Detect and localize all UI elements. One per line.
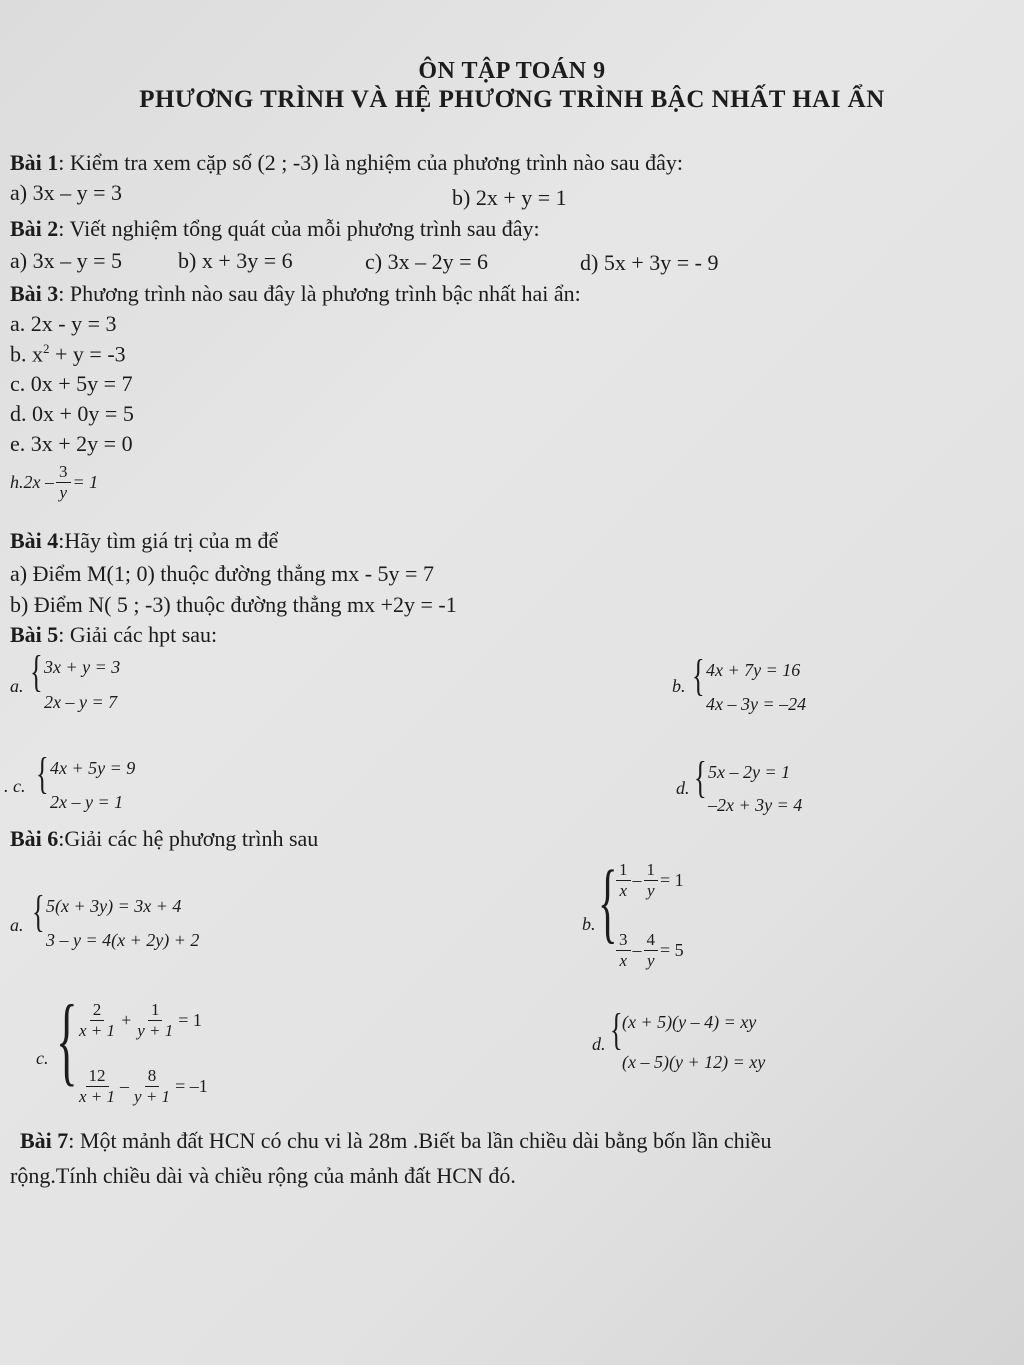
denominator: x + 1: [79, 1087, 116, 1106]
bai5-b-label: b.: [672, 676, 686, 696]
bai6-d-brace: {: [610, 1005, 623, 1054]
bai3-option-c: c. 0x + 5y = 7: [10, 371, 133, 396]
rhs: = 1: [178, 1010, 202, 1030]
bai2-heading: [10, 216, 540, 242]
bai5-heading: [10, 622, 217, 648]
bai5-text: : Giải các hpt sau:: [58, 622, 218, 647]
bai7-label: Bài 7: [20, 1128, 69, 1153]
denominator: y + 1: [134, 1087, 171, 1106]
rhs: = 5: [660, 940, 684, 960]
bai6-a-eq2: 3 – y = 4(x + 2y) + 2: [46, 930, 200, 950]
fraction: [134, 1000, 176, 1041]
bai4-text: :Hãy tìm giá trị của m để: [58, 528, 279, 553]
bai4-option-b: b) Điểm N( 5 ; -3) thuộc đường thẳng mx +2y = -1: [10, 592, 457, 617]
numerator: 2: [90, 1000, 105, 1021]
denominator: y + 1: [137, 1021, 174, 1040]
denominator: x: [619, 881, 628, 900]
bai5-b-eq1: 4x + 7y = 16: [706, 660, 801, 680]
bai6-c-eq1: [74, 1000, 202, 1041]
bai3-option-d: d. 0x + 0y = 5: [10, 401, 134, 426]
denominator: x + 1: [79, 1021, 116, 1040]
numerator: 4: [644, 930, 659, 951]
plus-sign: +: [120, 1010, 133, 1030]
bai3-option-e: e. 3x + 2y = 0: [10, 431, 133, 456]
bai6-b-eq2: [614, 930, 684, 971]
numerator: 8: [145, 1066, 160, 1087]
fraction: [76, 1000, 118, 1041]
bai6-label: Bài 6: [10, 826, 59, 851]
bai3-option-h: [10, 462, 98, 503]
numerator: 1: [148, 1000, 163, 1021]
bai5-c-brace: {: [36, 749, 49, 798]
bai3-heading: [10, 281, 581, 307]
numerator: 3: [616, 930, 631, 951]
bai2-option-d: d) 5x + 3y = - 9: [580, 250, 719, 275]
page-title: ÔN TẬP TOÁN 9: [418, 58, 606, 84]
fraction: [644, 860, 659, 901]
fraction: [616, 860, 631, 901]
bai2-option-c: c) 3x – 2y = 6: [365, 249, 488, 274]
denominator: y: [646, 881, 655, 900]
denominator: x: [619, 951, 628, 970]
bai1-label: Bài 1: [10, 150, 59, 175]
bai3-option-b: [10, 341, 126, 367]
rhs: = –1: [175, 1076, 208, 1096]
bai5-a-label: a.: [10, 676, 24, 696]
bai7-line2: rộng.Tính chiều dài và chiều rộng của mảnh đất HCN đó.: [10, 1163, 516, 1188]
bai3-h-denominator: y: [59, 483, 68, 502]
bai5-a-eq2: 2x – y = 7: [44, 692, 118, 712]
fraction: [131, 1066, 173, 1107]
bai4-heading: [10, 528, 278, 554]
bai7-text1: : Một mảnh đất HCN có chu vi là 28m .Biết ba lần chiều dài bằng bốn lần chiều: [68, 1128, 772, 1153]
bai6-c-label: c.: [36, 1048, 49, 1068]
bai3-h-fraction: [56, 462, 71, 503]
bai3-option-a: a. 2x - y = 3: [10, 311, 117, 336]
bai5-d-label: d.: [676, 778, 690, 798]
bai6-b-eq1: [614, 860, 684, 901]
page-subtitle: PHƯƠNG TRÌNH VÀ HỆ PHƯƠNG TRÌNH BẬC NHẤT HAI ẨN: [139, 86, 885, 113]
bai6-d-label: d.: [592, 1034, 606, 1054]
bai3-text: : Phương trình nào sau đây là phương trình bậc nhất hai ẩn:: [58, 281, 581, 306]
bai3-b-pre: b. x: [10, 341, 43, 367]
numerator: 1: [616, 860, 631, 881]
bai4-label: Bài 4: [10, 528, 59, 553]
fraction: [644, 930, 659, 971]
bai6-b-label: b.: [582, 914, 596, 934]
bai5-c-label: . c.: [4, 776, 26, 796]
bai1-text: : Kiểm tra xem cặp số (2 ; -3) là nghiệm của phương trình nào sau đây:: [58, 150, 684, 175]
denominator: y: [646, 951, 655, 970]
bai6-text: :Giải các hệ phương trình sau: [58, 826, 319, 851]
bai4-option-a: a) Điểm M(1; 0) thuộc đường thẳng mx - 5y = 7: [10, 561, 434, 586]
bai1-heading: [10, 150, 683, 176]
bai3-b-post: + y = -3: [49, 341, 126, 367]
bai5-d-eq1: 5x – 2y = 1: [708, 762, 791, 782]
bai1-option-b: b) 2x + y = 1: [452, 185, 567, 210]
minus-sign: –: [632, 870, 642, 890]
bai5-a-brace: {: [30, 647, 43, 696]
bai6-b-brace: {: [598, 853, 618, 952]
bai6-a-brace: {: [32, 887, 45, 936]
bai3-h-numerator: 3: [56, 462, 71, 483]
bai5-c-eq2: 2x – y = 1: [50, 792, 124, 812]
minus-sign: –: [632, 940, 642, 960]
fraction: [76, 1066, 118, 1107]
numerator: 12: [86, 1066, 109, 1087]
bai2-text: : Viết nghiệm tổng quát của mỗi phương trình sau đây:: [58, 216, 540, 241]
rhs: = 1: [660, 870, 684, 890]
minus-sign: –: [120, 1076, 130, 1096]
bai6-c-eq2: [74, 1066, 208, 1107]
bai6-a-eq1: 5(x + 3y) = 3x + 4: [46, 896, 182, 916]
fraction: [616, 930, 631, 971]
bai5-c-eq1: 4x + 5y = 9: [50, 758, 136, 778]
bai5-b-eq2: 4x – 3y = –24: [706, 694, 807, 714]
bai5-a-eq1: 3x + y = 3: [44, 657, 121, 677]
bai3-h-post: = 1: [72, 472, 99, 492]
bai6-c-brace: {: [56, 984, 78, 1095]
bai5-label: Bài 5: [10, 622, 59, 647]
bai6-d-eq2: (x – 5)(y + 12) = xy: [622, 1052, 766, 1072]
bai2-option-a: a) 3x – y = 5: [10, 248, 122, 273]
bai3-h-pre: h.2x –: [10, 472, 54, 492]
bai5-b-brace: {: [692, 651, 705, 700]
bai6-d-eq1: (x + 5)(y – 4) = xy: [622, 1012, 757, 1032]
bai3-label: Bài 3: [10, 281, 59, 306]
bai2-option-b: b) x + 3y = 6: [178, 248, 293, 273]
numerator: 1: [644, 860, 659, 881]
bai1-option-a: a) 3x – y = 3: [10, 180, 122, 205]
bai5-d-brace: {: [694, 753, 707, 802]
bai3-b-exponent: 2: [43, 341, 50, 356]
bai7-line1: [20, 1128, 772, 1154]
bai5-d-eq2: –2x + 3y = 4: [708, 795, 803, 815]
bai2-label: Bài 2: [10, 216, 59, 241]
bai6-a-label: a.: [10, 915, 24, 935]
bai6-heading: [10, 826, 318, 852]
